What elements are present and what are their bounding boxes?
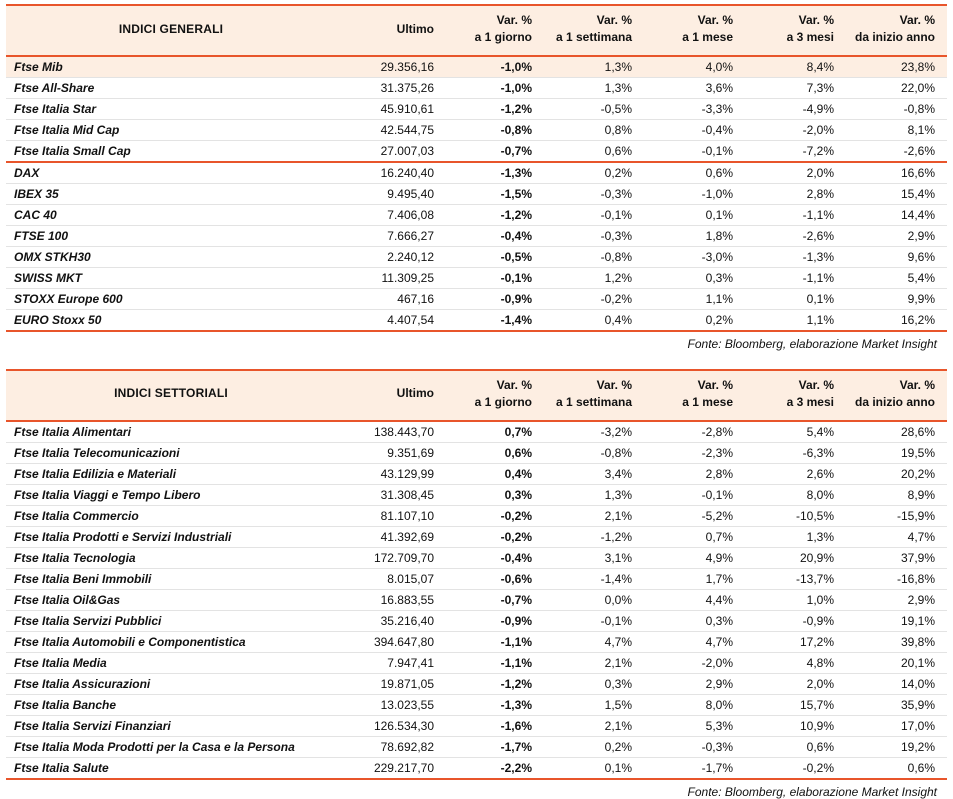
cell-d2: -0,8% bbox=[544, 442, 644, 463]
cell-d4: -4,9% bbox=[745, 98, 846, 119]
cell-d5: 19,5% bbox=[846, 442, 947, 463]
cell-d3: -2,0% bbox=[644, 652, 745, 673]
cell-d3: -2,3% bbox=[644, 442, 745, 463]
cell-d3: -0,3% bbox=[644, 736, 745, 757]
cell-d2: -0,5% bbox=[544, 98, 644, 119]
general-indices-header bbox=[6, 5, 947, 56]
cell-d4: 7,3% bbox=[745, 77, 846, 98]
col-label-line1: Var. % bbox=[596, 377, 632, 392]
cell-d3: -0,4% bbox=[644, 119, 745, 140]
cell-d3: 4,4% bbox=[644, 589, 745, 610]
cell-d4: 20,9% bbox=[745, 547, 846, 568]
cell-d3: 8,0% bbox=[644, 694, 745, 715]
cell-d4: -13,7% bbox=[745, 568, 846, 589]
cell-d5: 9,6% bbox=[846, 246, 947, 267]
sectorial-header-var-3m bbox=[745, 370, 846, 421]
cell-d2: 0,2% bbox=[544, 162, 644, 184]
cell-d2: 4,7% bbox=[544, 631, 644, 652]
cell-d1: -1,0% bbox=[446, 77, 544, 98]
cell-d1: -1,7% bbox=[446, 736, 544, 757]
cell-d3: 0,1% bbox=[644, 204, 745, 225]
cell-ultimo: 9.495,40 bbox=[336, 183, 446, 204]
cell-d3: 0,3% bbox=[644, 267, 745, 288]
cell-d1: -0,9% bbox=[446, 610, 544, 631]
col-label-line1: Var. % bbox=[697, 377, 733, 392]
cell-ultimo: 467,16 bbox=[336, 288, 446, 309]
index-name: SWISS MKT bbox=[6, 267, 336, 288]
cell-d4: -7,2% bbox=[745, 140, 846, 162]
cell-d4: -1,3% bbox=[745, 246, 846, 267]
index-name: Ftse Italia Edilizia e Materiali bbox=[6, 463, 336, 484]
cell-d3: 2,9% bbox=[644, 673, 745, 694]
index-name: Ftse Italia Assicurazioni bbox=[6, 673, 336, 694]
cell-d4: 1,1% bbox=[745, 309, 846, 331]
table-row[interactable] bbox=[6, 140, 947, 162]
cell-d3: 0,3% bbox=[644, 610, 745, 631]
table-row[interactable] bbox=[6, 652, 947, 673]
cell-ultimo: 31.375,26 bbox=[336, 77, 446, 98]
cell-d4: 2,0% bbox=[745, 673, 846, 694]
cell-d5: 20,2% bbox=[846, 463, 947, 484]
cell-ultimo: 7.666,27 bbox=[336, 225, 446, 246]
table-row[interactable] bbox=[6, 225, 947, 246]
cell-d4: -0,9% bbox=[745, 610, 846, 631]
index-name: Ftse Italia Mid Cap bbox=[6, 119, 336, 140]
cell-ultimo: 45.910,61 bbox=[336, 98, 446, 119]
cell-d2: 1,3% bbox=[544, 77, 644, 98]
cell-d3: 3,6% bbox=[644, 77, 745, 98]
section-spacer bbox=[6, 351, 947, 367]
cell-d4: 8,4% bbox=[745, 56, 846, 78]
col-label-line2: a 1 giorno bbox=[474, 30, 532, 45]
table-row[interactable] bbox=[6, 736, 947, 757]
cell-d1: -0,5% bbox=[446, 246, 544, 267]
cell-d5: 5,4% bbox=[846, 267, 947, 288]
table-row[interactable] bbox=[6, 715, 947, 736]
cell-ultimo: 7.947,41 bbox=[336, 652, 446, 673]
table-row[interactable] bbox=[6, 267, 947, 288]
cell-d4: -2,6% bbox=[745, 225, 846, 246]
cell-d2: -0,2% bbox=[544, 288, 644, 309]
index-name: Ftse Mib bbox=[6, 56, 336, 78]
index-name: Ftse Italia Telecomunicazioni bbox=[6, 442, 336, 463]
col-label-line1: Var. % bbox=[496, 13, 532, 27]
cell-d1: -0,9% bbox=[446, 288, 544, 309]
cell-d1: -0,7% bbox=[446, 589, 544, 610]
cell-d4: 1,3% bbox=[745, 526, 846, 547]
cell-d3: 1,1% bbox=[644, 288, 745, 309]
col-label-line2: da inizio anno bbox=[855, 395, 935, 410]
cell-d4: -2,0% bbox=[745, 119, 846, 140]
index-name: Ftse Italia Salute bbox=[6, 757, 336, 779]
cell-d1: -0,2% bbox=[446, 505, 544, 526]
cell-d4: 2,6% bbox=[745, 463, 846, 484]
cell-d2: 0,2% bbox=[544, 736, 644, 757]
table-row[interactable] bbox=[6, 421, 947, 443]
table-row[interactable] bbox=[6, 505, 947, 526]
cell-d1: 0,7% bbox=[446, 421, 544, 443]
cell-ultimo: 8.015,07 bbox=[336, 568, 446, 589]
cell-d5: 35,9% bbox=[846, 694, 947, 715]
table-row[interactable] bbox=[6, 77, 947, 98]
cell-d1: -1,0% bbox=[446, 56, 544, 78]
index-name: Ftse Italia Automobili e Componentistica bbox=[6, 631, 336, 652]
cell-d2: -0,3% bbox=[544, 183, 644, 204]
cell-d2: -0,1% bbox=[544, 204, 644, 225]
cell-ultimo: 2.240,12 bbox=[336, 246, 446, 267]
cell-d5: 20,1% bbox=[846, 652, 947, 673]
cell-d5: 22,0% bbox=[846, 77, 947, 98]
cell-d1: -1,2% bbox=[446, 204, 544, 225]
cell-d4: 0,6% bbox=[745, 736, 846, 757]
cell-ultimo: 27.007,03 bbox=[336, 140, 446, 162]
cell-ultimo: 35.216,40 bbox=[336, 610, 446, 631]
cell-d4: 17,2% bbox=[745, 631, 846, 652]
cell-d4: -0,2% bbox=[745, 757, 846, 779]
table-row[interactable] bbox=[6, 631, 947, 652]
cell-d1: -1,3% bbox=[446, 694, 544, 715]
general-header-var-1m bbox=[644, 5, 745, 56]
index-name: EURO Stoxx 50 bbox=[6, 309, 336, 331]
col-label-line2: a 3 mesi bbox=[786, 395, 834, 410]
cell-d4: 8,0% bbox=[745, 484, 846, 505]
cell-d1: -1,4% bbox=[446, 309, 544, 331]
col-label-line2: da inizio anno bbox=[855, 30, 935, 45]
cell-d2: 1,2% bbox=[544, 267, 644, 288]
cell-d2: 1,5% bbox=[544, 694, 644, 715]
cell-d2: 2,1% bbox=[544, 652, 644, 673]
cell-ultimo: 41.392,69 bbox=[336, 526, 446, 547]
cell-d5: 39,8% bbox=[846, 631, 947, 652]
cell-d1: -1,2% bbox=[446, 673, 544, 694]
general-header-ultimo: Ultimo bbox=[336, 5, 446, 56]
cell-d3: 1,7% bbox=[644, 568, 745, 589]
cell-ultimo: 16.883,55 bbox=[336, 589, 446, 610]
sectorial-header-var-ytd bbox=[846, 370, 947, 421]
index-name: Ftse Italia Media bbox=[6, 652, 336, 673]
cell-d2: 3,1% bbox=[544, 547, 644, 568]
cell-d1: 0,3% bbox=[446, 484, 544, 505]
table-row[interactable] bbox=[6, 246, 947, 267]
sectorial-header-var-1w bbox=[544, 370, 644, 421]
index-name: Ftse Italia Alimentari bbox=[6, 421, 336, 443]
table-row[interactable] bbox=[6, 288, 947, 309]
cell-d5: 23,8% bbox=[846, 56, 947, 78]
cell-d3: -3,0% bbox=[644, 246, 745, 267]
sectorial-indices-header bbox=[6, 370, 947, 421]
cell-ultimo: 16.240,40 bbox=[336, 162, 446, 184]
cell-d4: 2,0% bbox=[745, 162, 846, 184]
cell-d3: 4,9% bbox=[644, 547, 745, 568]
cell-d3: -0,1% bbox=[644, 484, 745, 505]
cell-d1: -2,2% bbox=[446, 757, 544, 779]
col-label-line2: a 1 settimana bbox=[555, 395, 632, 410]
cell-d4: 2,8% bbox=[745, 183, 846, 204]
general-header-var-3m bbox=[745, 5, 846, 56]
cell-d5: 16,2% bbox=[846, 309, 947, 331]
cell-ultimo: 29.356,16 bbox=[336, 56, 446, 78]
cell-d2: 2,1% bbox=[544, 715, 644, 736]
cell-d3: 1,8% bbox=[644, 225, 745, 246]
general-indices-table bbox=[6, 4, 947, 332]
index-name: Ftse Italia Viaggi e Tempo Libero bbox=[6, 484, 336, 505]
index-name: STOXX Europe 600 bbox=[6, 288, 336, 309]
cell-d4: 4,8% bbox=[745, 652, 846, 673]
cell-d4: 10,9% bbox=[745, 715, 846, 736]
table-row[interactable] bbox=[6, 673, 947, 694]
cell-d5: 37,9% bbox=[846, 547, 947, 568]
cell-d3: -5,2% bbox=[644, 505, 745, 526]
index-name: CAC 40 bbox=[6, 204, 336, 225]
cell-d4: 5,4% bbox=[745, 421, 846, 443]
cell-ultimo: 31.308,45 bbox=[336, 484, 446, 505]
cell-ultimo: 172.709,70 bbox=[336, 547, 446, 568]
table-row[interactable] bbox=[6, 162, 947, 184]
cell-d2: -0,1% bbox=[544, 610, 644, 631]
cell-d2: 1,3% bbox=[544, 56, 644, 78]
col-label-line2: a 1 settimana bbox=[555, 30, 632, 45]
cell-d1: -1,2% bbox=[446, 98, 544, 119]
index-name: Ftse Italia Beni Immobili bbox=[6, 568, 336, 589]
cell-d5: 19,1% bbox=[846, 610, 947, 631]
cell-d4: 1,0% bbox=[745, 589, 846, 610]
cell-d4: 15,7% bbox=[745, 694, 846, 715]
cell-d5: 19,2% bbox=[846, 736, 947, 757]
col-label-line2: a 1 giorno bbox=[474, 395, 532, 410]
col-label-line1: Var. % bbox=[697, 13, 733, 27]
col-label-line1: Var. % bbox=[496, 377, 532, 392]
general-source-note: Fonte: Bloomberg, elaborazione Market Insight bbox=[687, 336, 937, 351]
cell-d5: 4,7% bbox=[846, 526, 947, 547]
index-name: Ftse Italia Tecnologia bbox=[6, 547, 336, 568]
sectorial-header-ultimo: Ultimo bbox=[336, 370, 446, 421]
cell-d3: 5,3% bbox=[644, 715, 745, 736]
cell-d1: -0,4% bbox=[446, 547, 544, 568]
cell-d5: 2,9% bbox=[846, 225, 947, 246]
cell-d2: 0,3% bbox=[544, 673, 644, 694]
cell-d5: 8,9% bbox=[846, 484, 947, 505]
index-name: Ftse Italia Star bbox=[6, 98, 336, 119]
cell-d1: -0,4% bbox=[446, 225, 544, 246]
cell-d4: -10,5% bbox=[745, 505, 846, 526]
col-label-line1: Var. % bbox=[899, 13, 935, 27]
cell-d1: -0,2% bbox=[446, 526, 544, 547]
table-row[interactable] bbox=[6, 526, 947, 547]
cell-d2: -0,3% bbox=[544, 225, 644, 246]
cell-d1: -1,1% bbox=[446, 652, 544, 673]
cell-ultimo: 138.443,70 bbox=[336, 421, 446, 443]
cell-d2: 3,4% bbox=[544, 463, 644, 484]
table-row[interactable] bbox=[6, 442, 947, 463]
cell-d5: 17,0% bbox=[846, 715, 947, 736]
cell-ultimo: 42.544,75 bbox=[336, 119, 446, 140]
table-row[interactable] bbox=[6, 589, 947, 610]
table-row[interactable] bbox=[6, 610, 947, 631]
cell-d1: 0,6% bbox=[446, 442, 544, 463]
cell-d3: -1,0% bbox=[644, 183, 745, 204]
col-label-line2: a 1 mese bbox=[682, 395, 733, 410]
sectorial-header-var-1m bbox=[644, 370, 745, 421]
cell-ultimo: 394.647,80 bbox=[336, 631, 446, 652]
table-row[interactable] bbox=[6, 204, 947, 225]
cell-d1: -1,3% bbox=[446, 162, 544, 184]
cell-d2: -1,4% bbox=[544, 568, 644, 589]
cell-d1: -1,5% bbox=[446, 183, 544, 204]
cell-d1: -0,8% bbox=[446, 119, 544, 140]
index-name: Ftse Italia Oil&Gas bbox=[6, 589, 336, 610]
cell-d4: -6,3% bbox=[745, 442, 846, 463]
index-name: DAX bbox=[6, 162, 336, 184]
cell-d2: 0,6% bbox=[544, 140, 644, 162]
sectorial-indices-body bbox=[6, 421, 947, 779]
cell-d2: -1,2% bbox=[544, 526, 644, 547]
table-row[interactable] bbox=[6, 547, 947, 568]
cell-d5: 2,9% bbox=[846, 589, 947, 610]
cell-ultimo: 19.871,05 bbox=[336, 673, 446, 694]
cell-d4: -1,1% bbox=[745, 267, 846, 288]
index-name: Ftse Italia Small Cap bbox=[6, 140, 336, 162]
cell-d1: -0,1% bbox=[446, 267, 544, 288]
table-row[interactable] bbox=[6, 56, 947, 78]
cell-d3: -2,8% bbox=[644, 421, 745, 443]
cell-d3: 4,0% bbox=[644, 56, 745, 78]
table-row[interactable] bbox=[6, 119, 947, 140]
col-label-line2: a 3 mesi bbox=[786, 30, 834, 45]
cell-d1: -0,6% bbox=[446, 568, 544, 589]
general-header-var-1d bbox=[446, 5, 544, 56]
cell-d2: 1,3% bbox=[544, 484, 644, 505]
cell-ultimo: 81.107,10 bbox=[336, 505, 446, 526]
sectorial-header-title: INDICI SETTORIALI bbox=[6, 370, 336, 421]
index-name: OMX STKH30 bbox=[6, 246, 336, 267]
cell-d5: 9,9% bbox=[846, 288, 947, 309]
cell-d1: 0,4% bbox=[446, 463, 544, 484]
cell-ultimo: 13.023,55 bbox=[336, 694, 446, 715]
general-header-title: INDICI GENERALI bbox=[6, 5, 336, 56]
index-name: Ftse Italia Banche bbox=[6, 694, 336, 715]
cell-d2: -0,8% bbox=[544, 246, 644, 267]
cell-d3: 4,7% bbox=[644, 631, 745, 652]
index-name: Ftse Italia Moda Prodotti per la Casa e la Persona bbox=[6, 736, 336, 757]
cell-d1: -1,1% bbox=[446, 631, 544, 652]
index-name: FTSE 100 bbox=[6, 225, 336, 246]
cell-d5: 28,6% bbox=[846, 421, 947, 443]
index-name: Ftse Italia Commercio bbox=[6, 505, 336, 526]
general-indices-body bbox=[6, 56, 947, 331]
cell-d5: 0,6% bbox=[846, 757, 947, 779]
cell-d3: -3,3% bbox=[644, 98, 745, 119]
col-label-line1: Var. % bbox=[596, 13, 632, 27]
table-row[interactable] bbox=[6, 98, 947, 119]
index-name: Ftse Italia Servizi Pubblici bbox=[6, 610, 336, 631]
cell-d1: -1,6% bbox=[446, 715, 544, 736]
cell-d3: 0,6% bbox=[644, 162, 745, 184]
cell-d5: -2,6% bbox=[846, 140, 947, 162]
cell-ultimo: 7.406,08 bbox=[336, 204, 446, 225]
cell-ultimo: 4.407,54 bbox=[336, 309, 446, 331]
cell-d5: -15,9% bbox=[846, 505, 947, 526]
index-name: Ftse All-Share bbox=[6, 77, 336, 98]
cell-d5: 8,1% bbox=[846, 119, 947, 140]
table-row[interactable] bbox=[6, 463, 947, 484]
cell-d3: -1,7% bbox=[644, 757, 745, 779]
col-label-line1: Var. % bbox=[798, 377, 834, 392]
index-name: Ftse Italia Prodotti e Servizi Industriali bbox=[6, 526, 336, 547]
cell-d2: 0,4% bbox=[544, 309, 644, 331]
cell-ultimo: 78.692,82 bbox=[336, 736, 446, 757]
cell-ultimo: 9.351,69 bbox=[336, 442, 446, 463]
sectorial-source-note: Fonte: Bloomberg, elaborazione Market Insight bbox=[687, 784, 937, 799]
table-row[interactable] bbox=[6, 183, 947, 204]
table-row[interactable] bbox=[6, 568, 947, 589]
cell-d2: 2,1% bbox=[544, 505, 644, 526]
cell-d2: -3,2% bbox=[544, 421, 644, 443]
cell-d3: 0,2% bbox=[644, 309, 745, 331]
cell-d1: -0,7% bbox=[446, 140, 544, 162]
general-header-var-1w bbox=[544, 5, 644, 56]
cell-d4: 0,1% bbox=[745, 288, 846, 309]
index-name: IBEX 35 bbox=[6, 183, 336, 204]
cell-d2: 0,8% bbox=[544, 119, 644, 140]
cell-d5: -0,8% bbox=[846, 98, 947, 119]
col-label-line2: a 1 mese bbox=[682, 30, 733, 45]
cell-d5: 15,4% bbox=[846, 183, 947, 204]
sectorial-header-var-1d bbox=[446, 370, 544, 421]
index-name: Ftse Italia Servizi Finanziari bbox=[6, 715, 336, 736]
cell-d3: 2,8% bbox=[644, 463, 745, 484]
col-label-line1: Var. % bbox=[899, 377, 935, 392]
cell-d5: 14,4% bbox=[846, 204, 947, 225]
general-header-var-ytd bbox=[846, 5, 947, 56]
cell-ultimo: 126.534,30 bbox=[336, 715, 446, 736]
cell-d5: -16,8% bbox=[846, 568, 947, 589]
cell-ultimo: 11.309,25 bbox=[336, 267, 446, 288]
cell-d3: 0,7% bbox=[644, 526, 745, 547]
table-row[interactable] bbox=[6, 484, 947, 505]
cell-d5: 16,6% bbox=[846, 162, 947, 184]
cell-ultimo: 229.217,70 bbox=[336, 757, 446, 779]
cell-ultimo: 43.129,99 bbox=[336, 463, 446, 484]
table-row[interactable] bbox=[6, 309, 947, 331]
sectorial-indices-table bbox=[6, 369, 947, 780]
cell-d2: 0,0% bbox=[544, 589, 644, 610]
cell-d4: -1,1% bbox=[745, 204, 846, 225]
table-row[interactable] bbox=[6, 694, 947, 715]
col-label-line1: Var. % bbox=[798, 13, 834, 27]
cell-d5: 14,0% bbox=[846, 673, 947, 694]
table-row[interactable] bbox=[6, 757, 947, 779]
cell-d2: 0,1% bbox=[544, 757, 644, 779]
cell-d3: -0,1% bbox=[644, 140, 745, 162]
